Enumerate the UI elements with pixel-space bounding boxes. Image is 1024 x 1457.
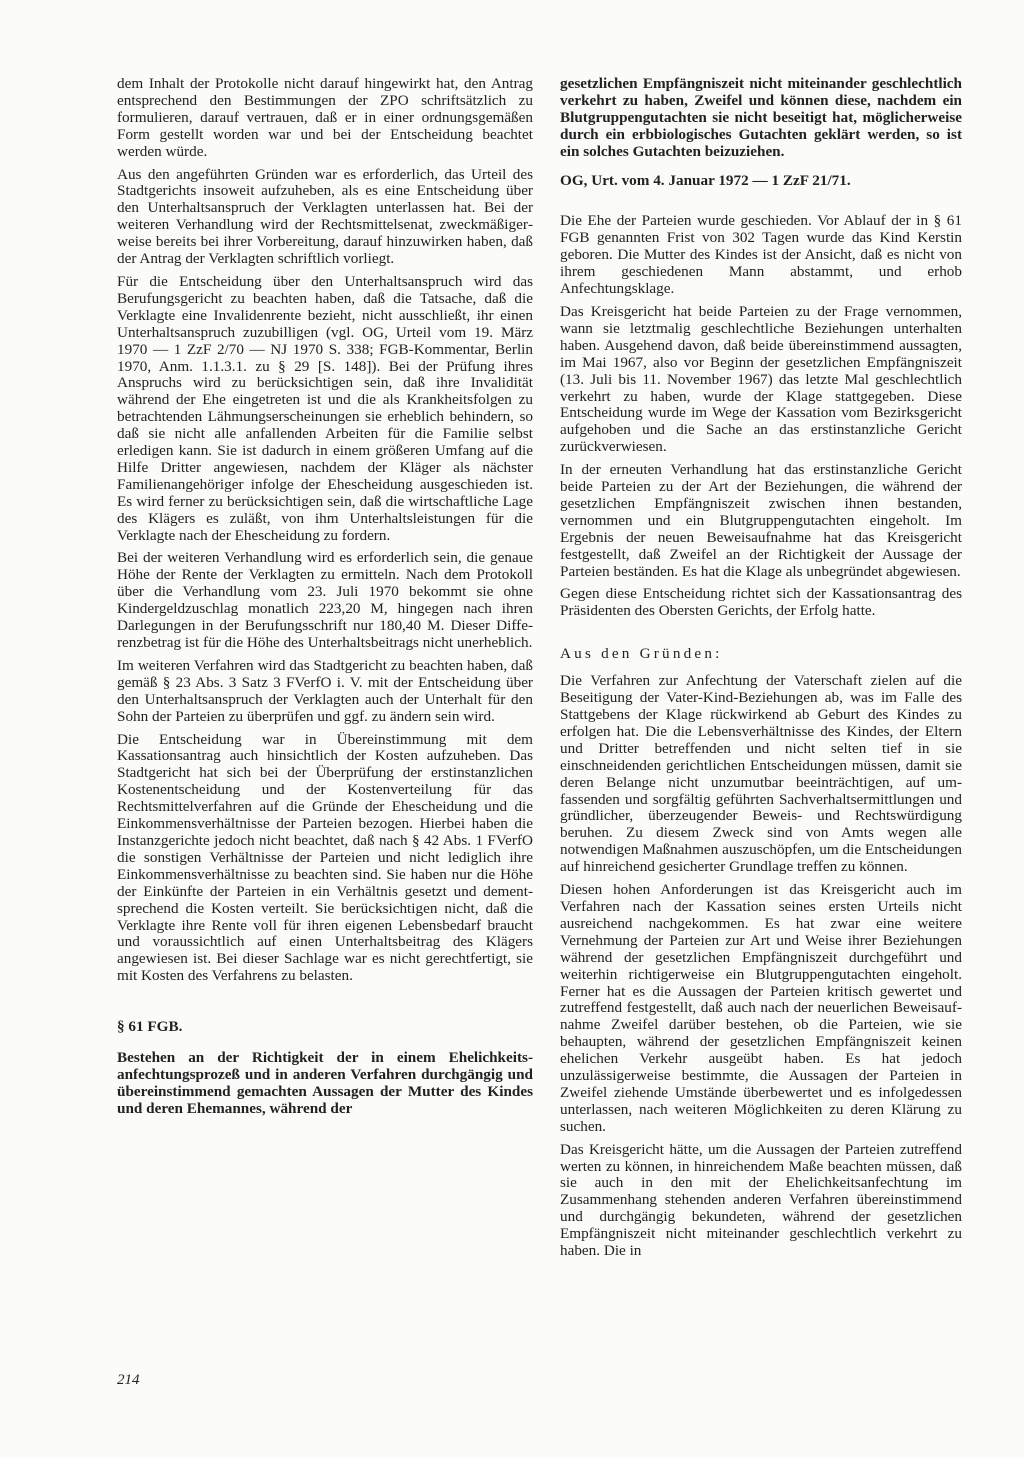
left-column (117, 76, 533, 1130)
section-heading: § 61 FGB. (117, 1018, 183, 1036)
reasons-paragraph: Diesen hohen Anforderungen ist das Kreisgericht auch im Verfahren nach der Kassation seines ersten Urteils nicht ausreichend nachgekommen. Es hat zwar eine weitere Vernehmung der Parteien zur Art und Weise ihrer Beziehungen während der gesetzlichen Empfängniszeit durchgeführt und weiterhin richtigerweise ein Blutgruppengutachten eingeholt. Ferner hat es die Aussagen der Parteien kritisch gewertet und zutreffend festgestellt, daß auch nach der neuerlichen Beweisaufnahme Zweifel darüber bestehen, ob die Parteien, wie sie behaupten, während der gesetzlichen Empfängniszeit keinen ehelichen Verkehr ausgeübt haben. Es hat jedoch unzulässigerweise bestimmte, die Aussagen der Parteien in Zweifel ziehende Umstände überbewertet und es infolgedessen unterlassen, nach weiteren Möglichkeiten zu deren Klärung zu suchen. (560, 881, 962, 1135)
facts-paragraph: In der erneuten Verhandlung hat das erstinstanzliche Gericht beide Parteien zu der Art der Beziehungen, die während der gesetzlichen Empfängniszeit zwischen ihnen bestanden, vernommen und ein Blutgruppengutachten eingeholt. Im Ergebnis der neuen Beweisaufnahme hat das Kreisgericht festgestellt, daß Zweifel an der Richtigkeit der Aussage der Parteien beständen. Es hat die Klage als unbegründet abgewiesen. (560, 461, 962, 580)
reasons-paragraph: Die Verfahren zur Anfechtung der Vaterschaft zielen auf die Beseitigung der Vater-Kind-Beziehungen ab, was im Falle des Stattgebens der Klage rückwirkend ab Geburt des Kindes zu erfolgen hat. Die die Lebensverhältnisse des Kindes, der Eltern und Dritter betreffenden und nicht selten tief in sie einschneidenden gerichtlichen Entscheidungen müssen, damit sie deren Belange nicht unzumutbar beeinträchtigen, auf umfassenden und sorgfältig geführten Sachverhaltsermittlungen und gründlicher, überzeugender Beweis- und Rechtswürdigung beruhen. Zu diesem Zweck sind von Amts wegen alle notwendigen Maßnahmen auszuschöpfen, um die Entscheidungen auf hinreichend gesicherter Grundlage treffen zu können. (560, 672, 962, 876)
body-paragraph: Bei der weiteren Verhandlung wird es erforderlich sein, die genaue Höhe der Rente der Verklagten zu ermitteln. Nach dem Protokoll über die Verhandlung vom 23. Juli 1970 bekommt sie ohne Kindergeldzuschlag monatlich 223,20 M, hingegen nach ihren Darlegungen in der Berufungsschrift nur 180,40 M. Dieser Differenzbetrag ist für die Höhe des Unterhaltsbeitrags nicht unerheblich. (117, 549, 533, 651)
page-number: 214 (117, 1372, 140, 1388)
reasons-paragraph: Das Kreisgericht hätte, um die Aussagen der Parteien zutreffend werten zu können, in hinreichendem Maße beachten müssen, daß sie auch in den mit der Ehelichkeitsanfechtung im Zusammenhang stehenden anderen Verfahren übereinstimmend und durchgängig bekundeten, während der gesetzlichen Empfängniszeit nicht miteinander geschlechtlich verkehrt zu haben. Die in (560, 1140, 962, 1260)
ruling-headnote: Bestehen an der Richtigkeit der in einem Ehelichkeitsanfechtungsprozeß und in anderen Verfahren durchgängig und übereinstimmend gemachten Aussagen der Mutter des Kindes und deren Ehemannes, während der (117, 1049, 533, 1117)
body-paragraph: Für die Entscheidung über den Unterhaltsanspruch wird das Berufungsgericht zu beachten haben, daß die Tatsache, daß die Verklagte eine Invalidenrente bezieht, nicht ausschließt, ihr einen Unterhaltsanspruch zuzubilligen (vgl. OG, Urteil vom 19. März 1970 — 1 ZzF 2/70 — NJ 1970 S. 338; FGB-Kommentar, Berlin 1970, Anm. 1.1.3.1. zu § 29 [S. 148]). Bei der Prüfung ihres Anspruchs wird zu berücksichtigen sein, daß ihre Invalidität während der Ehe eingetreten ist und die als Krankheitsfolgen zu betrachtenden Lähmungserscheinungen sie erheblich behindern, so daß sie nicht alle anfallenden Arbeiten für die Familie selbst erledigen kann. Sie ist dadurch in einem größeren Umfang auf die Hilfe Dritter angewiesen, nachdem der Kläger als nächster Familienangehöriger infolge der Ehescheidung ausgeschieden ist. Es wird ferner zu berücksichtigen sein, daß die wirtschaftliche Lage des Klägers es zuläßt, von ihm Unterhaltsleistungen für die Verklagte nach der Ehescheidung zu fordern. (117, 272, 533, 544)
reasons-heading: Aus den Gründen: (560, 645, 723, 663)
body-paragraph: Die Entscheidung war in Übereinstimmung mit dem Kassationsantrag auch hinsichtlich der Kosten aufzuheben. Das Stadtgericht hat sich bei der Überprüfung der erstinstanzlichen Kostenentscheidung und der Kostenverteilung für das Rechtsmittelverfahren auf die Gründe der Ehescheidung und die Einkommensverhältnisse der Parteien bezogen. Hierbei haben die Instanzgerichte jedoch nicht beachtet, daß nach § 42 Abs. 1 FVerfO die sonstigen Verhältnisse der Parteien und nicht lediglich ihre Einkommensverhältnisse zu beachten sind. Sie haben nur die Höhe der Einkünfte der Parteien in ein Verhältnis gesetzt und dementsprechend die Kosten verteilt. Sie berücksichtigen nicht, daß die Verklagte ihre Rente voll für ihren eigenen Lebensbedarf braucht und voraussichtlich auf einen Unterhaltsbeitrag des Klägers angewiesen ist. Bei dieser Sachlage war es nicht gerechtfertigt, sie mit Kosten des Verfahrens zu belasten. (117, 730, 533, 985)
right-column (560, 76, 962, 1266)
body-paragraph: Aus den angeführten Gründen war es erforderlich, das Urteil des Stadtgerichts insoweit aufzuheben, als es eine Entscheidung über den Unterhaltsanspruch der Verklagten unterlassen hat. Bei der weiteren Verhandlung wird der Rechtsmittelsenat, zweckmäßigerweise bereits bei ihrer Vorbereitung, darauf hinzuwirken haben, daß der Antrag der Verklagten schriftlich vorliegt. (117, 165, 533, 268)
facts-paragraph: Die Ehe der Parteien wurde geschieden. Vor Ablauf der in § 61 FGB genannten Frist von 302 Tagen wurde das Kind Kerstin geboren. Die Mutter des Kindes ist der Ansicht, daß es nicht von ihrem geschiedenen Mann abstammt, und erhob Anfechtungsklage. (560, 212, 962, 298)
body-paragraph: dem Inhalt der Protokolle nicht darauf hingewirkt hat, den Antrag entsprechend den Bestimmungen der ZPO schriftsätzlich zu formulieren, darauf vertrauen, daß er in einer ordnungsgemäßen Form gestellt worden war und bei der Entscheidung beachtet werden würde. (117, 75, 533, 160)
body-paragraph: Im weiteren Verfahren wird das Stadtgericht zu beachten haben, daß gemäß § 23 Abs. 3 Satz 3 FVerfO i. V. mit der Entscheidung über den Unterhaltsanspruch der Verklagten auch der Unterhalt für den Sohn der Parteien zu überprüfen und ggf. zu ändern sein wird. (117, 656, 533, 725)
facts-paragraph: Gegen diese Entscheidung richtet sich der Kassationsantrag des Präsidenten des Obersten Gerichts, der Erfolg hatte. (560, 585, 962, 620)
ruling-headnote-continued: gesetzlichen Empfängniszeit nicht miteinander geschlechtlich verkehrt zu haben, Zweifel und können diese, nachdem ein Blutgruppengutachten sie nicht beseitigt hat, möglicherweise durch ein erbbiologisches Gutachten geklärt werden, so ist ein solches Gutachten beizuziehen. (560, 75, 962, 160)
facts-paragraph: Das Kreisgericht hat beide Parteien zu der Frage vernommen, wann sie letztmalig geschlechtliche Beziehungen unterhalten haben. Ausgehend davon, daß beide übereinstimmend aussagten, im Mai 1967, also vor Beginn der gesetzlichen Empfängniszeit (13. Juli bis 11. November 1967) das letzte Mal geschlechtlich verkehrt zu haben, wurde der Klage stattgegeben. Diese Entscheidung wurde im Wege der Kassation vom Bezirksgericht aufgehoben und die Sache an das erstinstanzliche Gericht zurückverwiesen. (560, 302, 962, 456)
decision-citation: OG, Urt. vom 4. Januar 1972 — 1 ZzF 21/71. (560, 171, 851, 189)
